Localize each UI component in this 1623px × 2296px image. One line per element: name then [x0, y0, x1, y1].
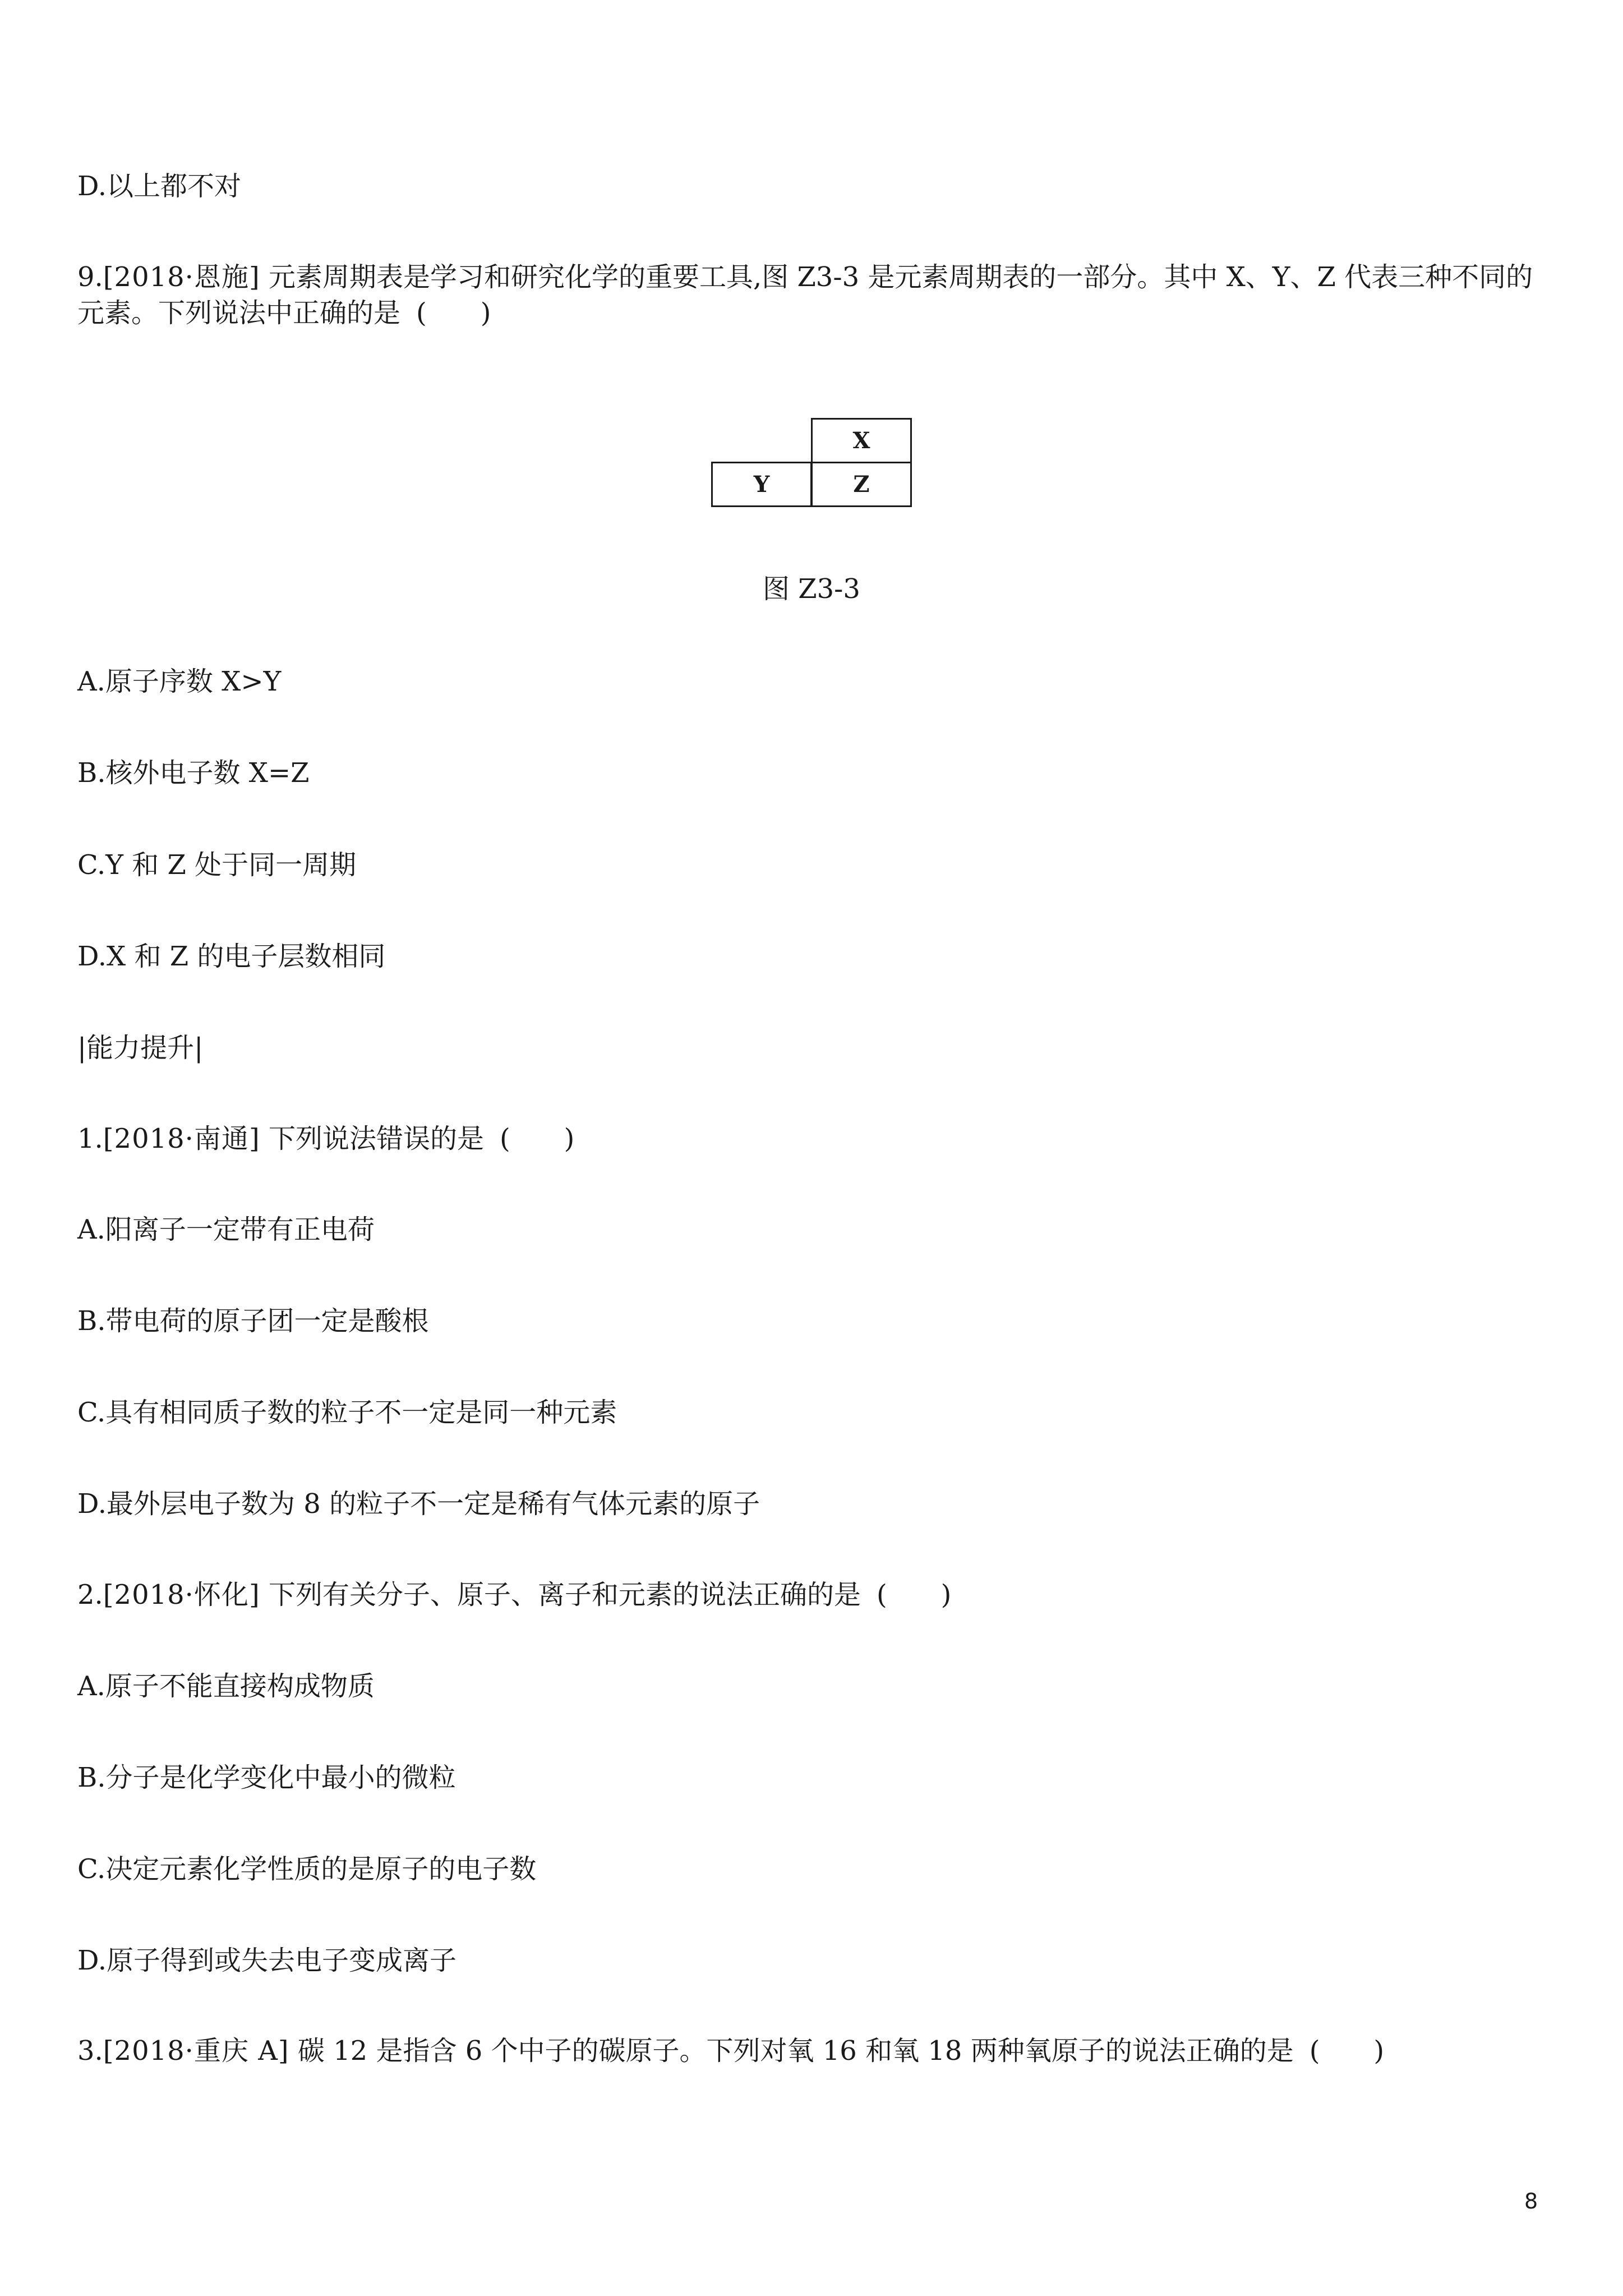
answer-paren: ( )	[1309, 2035, 1385, 2067]
question-2	[77, 1577, 951, 1613]
question-source: [2018·恩施]	[103, 261, 260, 293]
answer-paren: ( )	[416, 297, 491, 329]
question-number: 2.	[77, 1579, 103, 1611]
q1-option-c: C.具有相同质子数的粒子不一定是同一种元素	[77, 1397, 617, 1428]
q2-option-c: C.决定元素化学性质的是原子的电子数	[77, 1853, 537, 1885]
periodic-table-figure	[711, 418, 912, 508]
question-1	[77, 1121, 574, 1157]
page-number: 8	[1524, 2189, 1538, 2214]
question-stem: 元素周期表是学习和研究化学的重要工具,图 Z3-3 是元素周期表的一部分。其中 X、Y、Z 代表三种不同的元素。下列说法中正确的是	[77, 261, 1533, 329]
question-source: [2018·南通]	[103, 1123, 260, 1154]
question-stem: 下列有关分子、原子、离子和元素的说法正确的是	[268, 1579, 861, 1611]
q1-option-b: B.带电荷的原子团一定是酸根	[77, 1305, 429, 1337]
question-stem: 碳 12 是指含 6 个中子的碳原子。下列对氧 16 和氧 18 两种氧原子的说法正确的是	[297, 2035, 1294, 2067]
q9-option-c: C.Y 和 Z 处于同一周期	[77, 849, 357, 881]
question-9	[77, 259, 1548, 331]
question-source: [2018·怀化]	[103, 1579, 260, 1611]
q2-option-d: D.原子得到或失去电子变成离子	[77, 1945, 457, 1976]
q9-option-a: A.原子序数 X>Y	[77, 666, 282, 697]
section-title: |能力提升|	[77, 1032, 204, 1064]
q2-option-b: B.分子是化学变化中最小的微粒	[77, 1762, 456, 1793]
cell-y: Y	[711, 462, 812, 507]
cell-x: X	[811, 418, 912, 463]
answer-paren: ( )	[876, 1579, 952, 1611]
question-source: [2018·重庆 A]	[103, 2035, 289, 2067]
q2-option-a: A.原子不能直接构成物质	[77, 1671, 375, 1702]
q1-option-d: D.最外层电子数为 8 的粒子不一定是稀有气体元素的原子	[77, 1488, 760, 1520]
answer-paren: ( )	[499, 1123, 575, 1154]
question-3	[77, 2033, 1384, 2069]
cell-z: Z	[811, 462, 912, 507]
question-number: 3.	[77, 2035, 103, 2067]
prev-option-d: D.以上都不对	[77, 171, 242, 202]
figure-caption: 图 Z3-3	[763, 573, 860, 605]
question-number: 9.	[77, 261, 103, 293]
question-number: 1.	[77, 1123, 103, 1154]
q9-option-b: B.核外电子数 X=Z	[77, 757, 310, 789]
q1-option-a: A.阳离子一定带有正电荷	[77, 1214, 375, 1245]
q9-option-d: D.X 和 Z 的电子层数相同	[77, 941, 386, 972]
question-stem: 下列说法错误的是	[268, 1123, 484, 1154]
